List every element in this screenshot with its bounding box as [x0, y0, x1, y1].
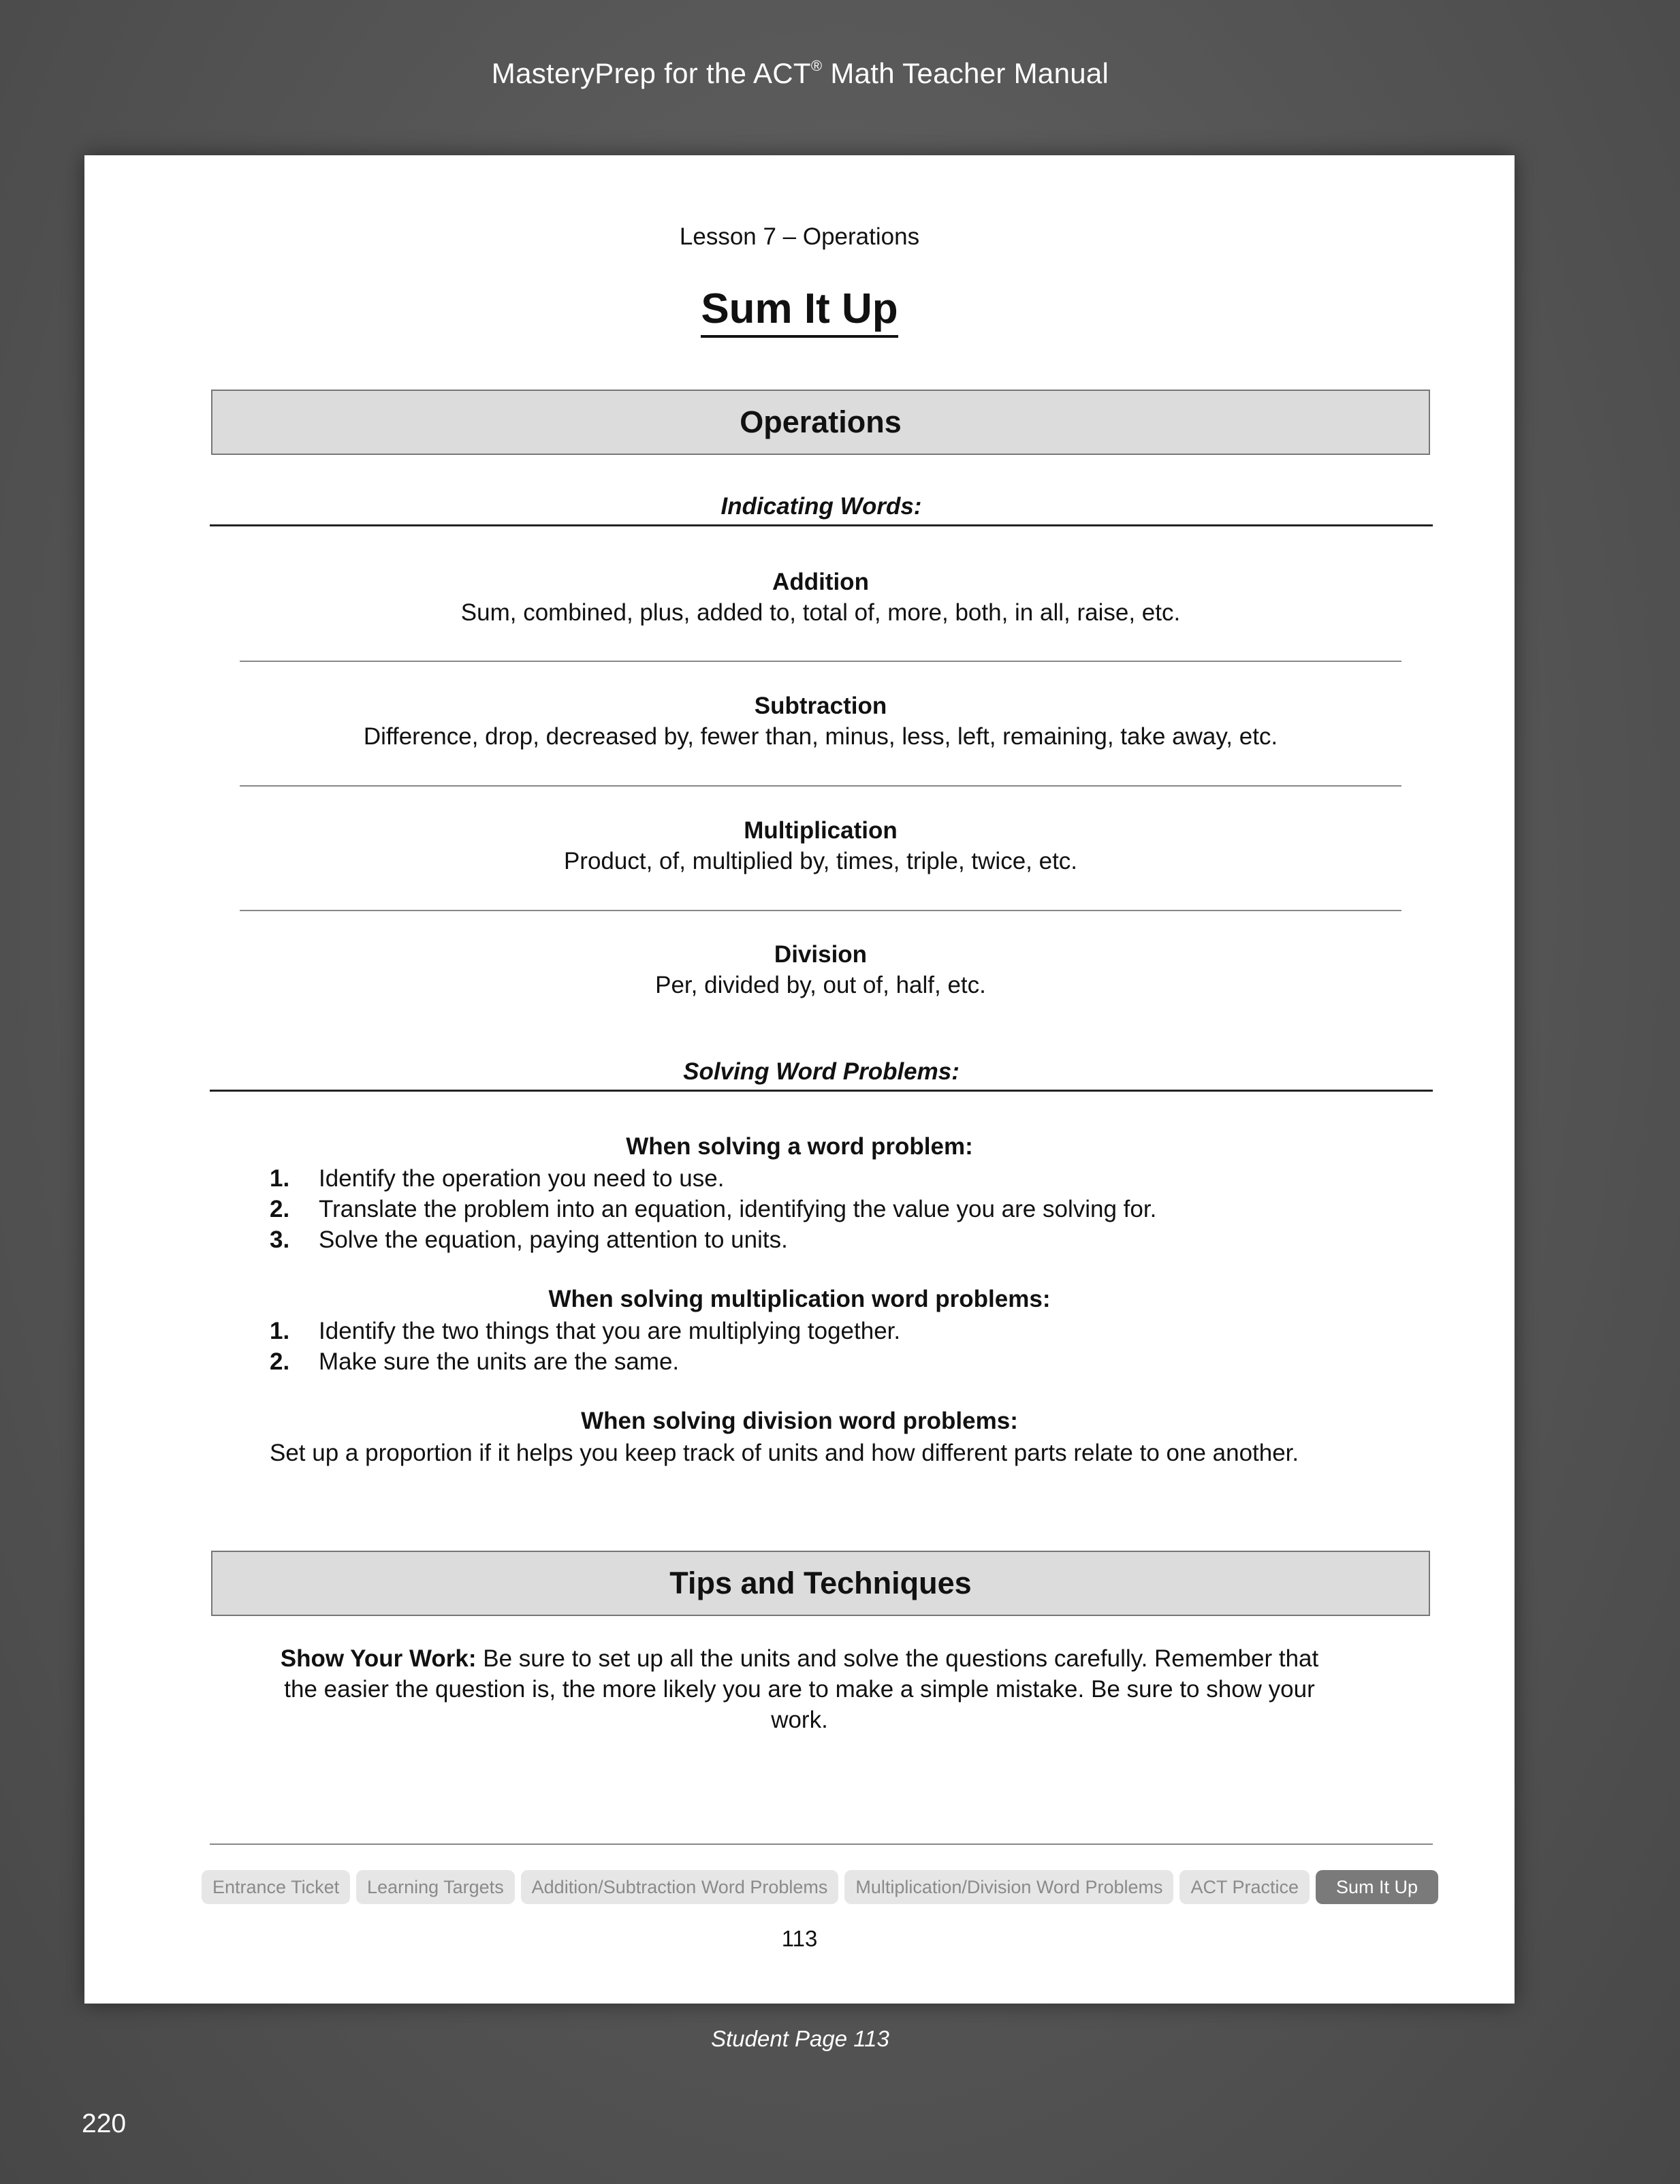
operation-words: Per, divided by, out of, half, etc.: [655, 972, 986, 998]
tips-body: Be sure to set up all the units and solve the questions carefully. Remember that the easier the question is, the more likely you are to make a simple mistake. Be sure to show your work.: [284, 1645, 1319, 1733]
manual-title-rest: Math Teacher Manual: [822, 57, 1109, 89]
tab-learning-targets[interactable]: Learning Targets: [356, 1870, 515, 1904]
list-item: 3. Solve the equation, paying attention to units.: [270, 1226, 788, 1253]
word-problem-heading: When solving a word problem:: [626, 1133, 973, 1160]
tips-label: Show Your Work:: [280, 1645, 477, 1672]
indicating-words-heading: Indicating Words:: [210, 493, 1433, 526]
operation-words: Sum, combined, plus, added to, total of, more, both, in all, raise, etc.: [460, 599, 1181, 626]
student-page-sheet: [84, 155, 1515, 2004]
divider: [240, 661, 1401, 662]
solving-word-problems-heading: Solving Word Problems:: [210, 1058, 1433, 1092]
student-page-number: 113: [781, 1926, 818, 1951]
page-title: [84, 285, 1515, 333]
lesson-label: Lesson 7 – Operations: [679, 223, 920, 250]
operations-section-header: Operations: [211, 390, 1430, 455]
manual-page-number: 220: [82, 2109, 127, 2138]
operation-words: Product, of, multiplied by, times, triple, twice, etc.: [563, 848, 1078, 874]
operation-name: Division: [774, 941, 868, 968]
list-item: 2. Make sure the units are the same.: [270, 1348, 680, 1375]
operation-name: Addition: [772, 569, 869, 595]
division-block: [240, 939, 1401, 1000]
division-instructions: Set up a proportion if it helps you keep track of units and how different parts relate to one another.: [270, 1440, 1299, 1466]
student-page-caption: Student Page 113: [711, 2026, 889, 2051]
multiplication-steps: [270, 1316, 900, 1377]
operation-name: Subtraction: [754, 693, 887, 719]
addition-block: [240, 567, 1401, 628]
divider: [240, 785, 1401, 787]
tab-act-practice[interactable]: ACT Practice: [1179, 1870, 1310, 1904]
footer-divider: [210, 1843, 1433, 1845]
registered-mark: ®: [810, 57, 823, 74]
tab-entrance-ticket[interactable]: Entrance Ticket: [202, 1870, 350, 1904]
subtraction-block: [240, 691, 1401, 752]
word-problem-steps: [270, 1163, 1156, 1255]
operation-words: Difference, drop, decreased by, fewer than, minus, less, left, remaining, take away, etc.: [363, 723, 1278, 750]
tips-paragraph: [268, 1643, 1331, 1735]
list-item: 1. Identify the operation you need to use.: [270, 1165, 725, 1192]
page-title-text: Sum It Up: [701, 285, 898, 338]
divider: [240, 910, 1401, 911]
tab-addition-subtraction[interactable]: Addition/Subtraction Word Problems: [521, 1870, 839, 1904]
manual-header-title: [0, 57, 1600, 90]
tab-multiplication-division[interactable]: Multiplication/Division Word Problems: [844, 1870, 1173, 1904]
manual-title-main: MasteryPrep for the ACT: [491, 57, 811, 89]
multiplication-block: [240, 815, 1401, 876]
operation-name: Multiplication: [744, 817, 898, 844]
lesson-nav-tabs: [202, 1870, 1438, 1904]
multiplication-problems-heading: When solving multiplication word problems:: [548, 1286, 1051, 1312]
list-item: 2. Translate the problem into an equation, identifying the value you are solving for.: [270, 1196, 1157, 1222]
tab-sum-it-up[interactable]: Sum It Up: [1316, 1870, 1438, 1904]
list-item: 1. Identify the two things that you are multiplying together.: [270, 1318, 901, 1344]
division-problems-heading: When solving division word problems:: [581, 1408, 1018, 1434]
tips-section-header: Tips and Techniques: [211, 1551, 1430, 1616]
